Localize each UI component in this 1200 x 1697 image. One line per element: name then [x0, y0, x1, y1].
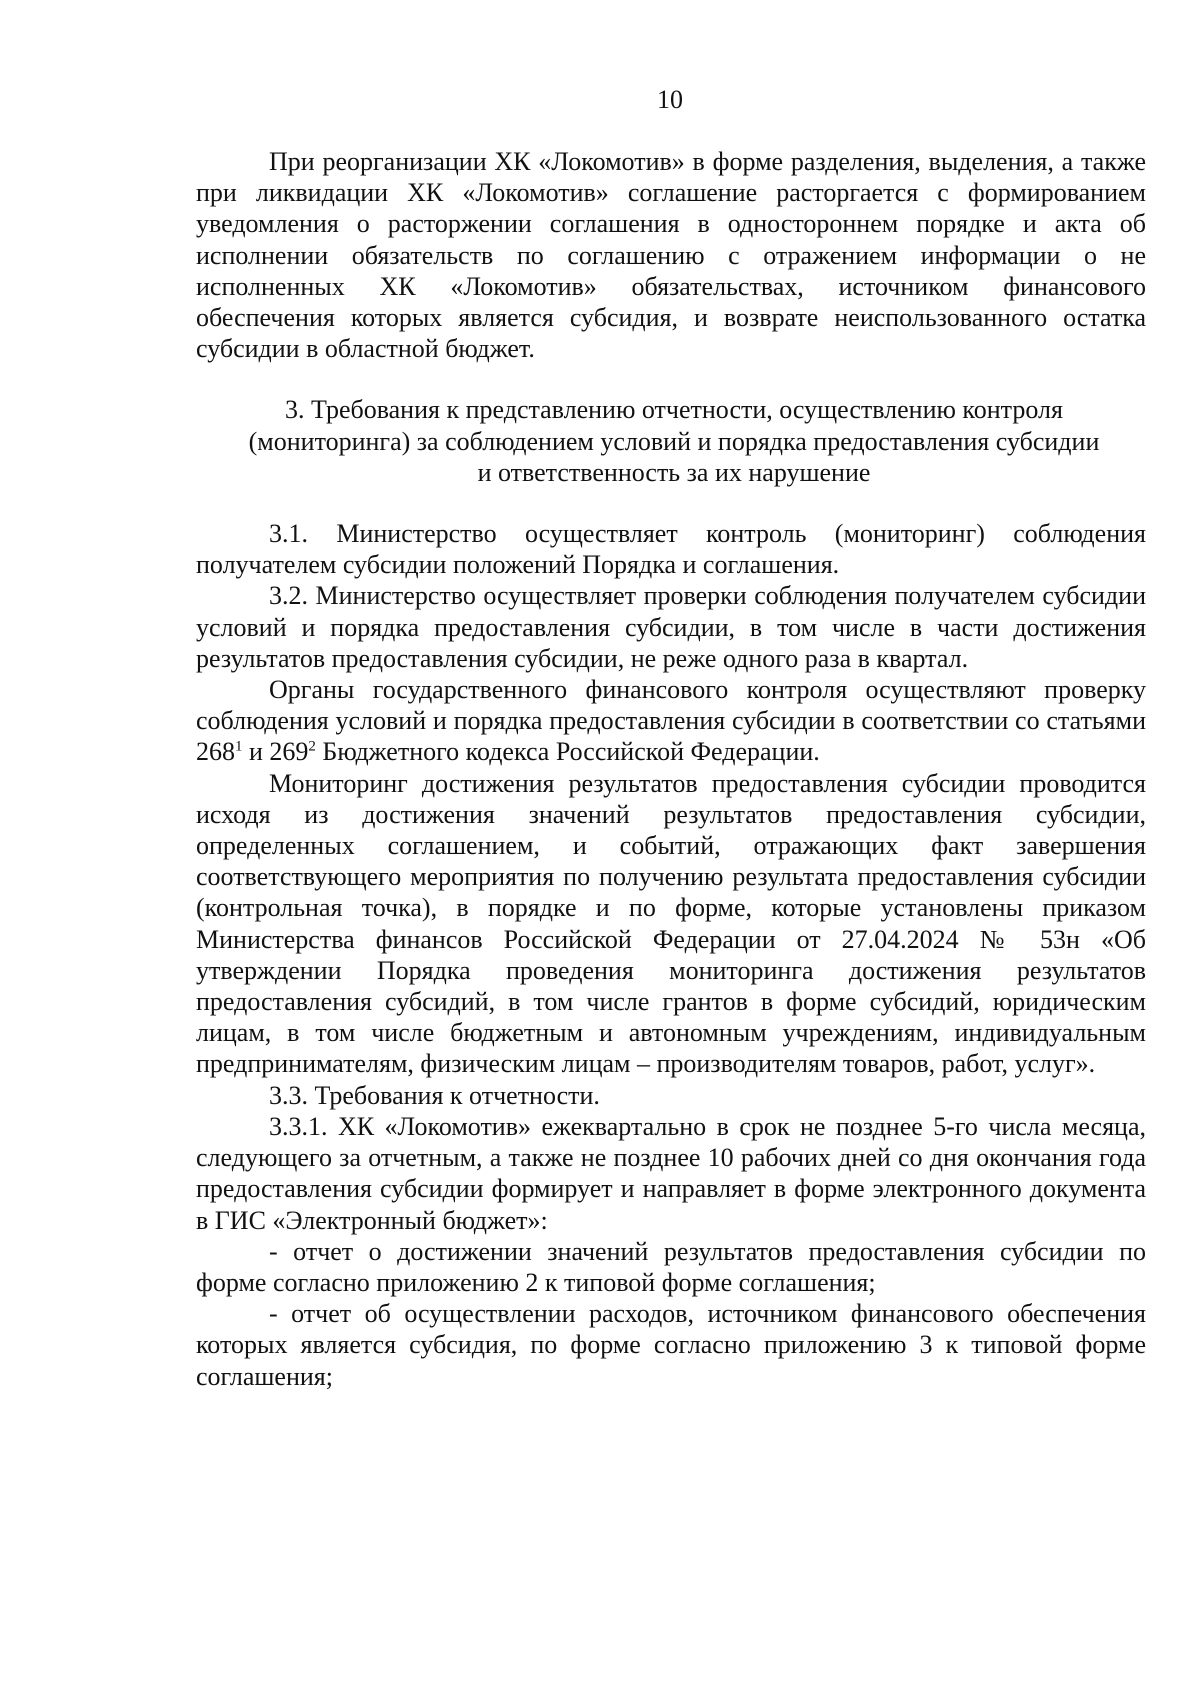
article-superscript-1: 1 [235, 738, 243, 755]
paragraph-3-1: 3.1. Министерство осуществляет контроль (мониторинг) соблюдения получателем субсидии положений Порядка и соглашения. [196, 519, 1146, 580]
section-heading-line-1: 3. Требования к представлению отчетности, осуществлению контроля [285, 395, 1063, 425]
financial-control-text-middle: и 269 [242, 737, 309, 767]
section-heading-line-2: (мониторинга) за соблюдением условий и порядка предоставления субсидии [248, 426, 1100, 456]
list-item-report-results: - отчет о достижении значений результатов предоставления субсидии по форме согласно приложению 2 к типовой форме соглашения; [196, 1236, 1146, 1297]
financial-control-text-end: Бюджетного кодекса Российской Федерации. [315, 737, 820, 767]
paragraph-monitoring: Мониторинг достижения результатов предоставления субсидии проводится исходя из достижения значений результатов предоставления субсидии, определенных соглашением, и событий, отражающих факт завершения соответствующего мероприятия по получению результата предоставления субсидии (контрольная точка), в порядке и по форме, которые установлены приказом Министерства финансов Российской Федерации от 27.04.2024 № 53н «Об утверждении Порядка проведения мониторинга достижения результатов предоставления субсидий, в том числе грантов в форме субсидий, юридическим лицам, в том числе бюджетным и автономным учреждениям, индивидуальным предпринимателям, физическим лицам – производителям товаров, работ, услуг». [196, 768, 1146, 1079]
section-heading-line-3: и ответственность за их нарушение [477, 457, 871, 487]
paragraph-financial-control [196, 674, 1146, 768]
paragraph-3-2: 3.2. Министерство осуществляет проверки соблюдения получателем субсидии условий и порядка предоставления субсидии, в том числе в части достижения результатов предоставления субсидии, не реже одного раза в квартал. [196, 581, 1146, 673]
paragraph-3-3-1: 3.3.1. ХК «Локомотив» ежеквартально в срок не позднее 5-го числа месяца, следующего за отчетным, а также не позднее 10 рабочих дней со дня окончания года предоставления субсидии формирует и направляет в форме электронного документа в ГИС «Электронный бюджет»: [196, 1111, 1146, 1235]
intro-paragraph: При реорганизации ХК «Локомотив» в форме разделения, выделения, а также при ликвидации ХК «Локомотив» соглашение расторгается с формированием уведомления о расторжении соглашения в одностороннем порядке и акта об исполнении обязательств по соглашению с отражением информации о не исполненных ХК «Локомотив» обязательствах, источником финансового обеспечения которых является субсидия, и возврате неиспользованного остатка субсидии в областной бюджет. [196, 147, 1146, 364]
page-number: 10 [657, 85, 683, 114]
article-superscript-2: 2 [308, 738, 316, 755]
document-body [196, 146, 1146, 1392]
financial-control-text-start: Органы государственного финансового контроля осуществляют проверку соблюдения условий и порядка предоставления субсидии в соответствии со статьями 268 [196, 675, 1146, 767]
spacer [196, 488, 1146, 518]
section-heading [196, 394, 1146, 488]
paragraph-3-3: 3.3. Требования к отчетности. [269, 1080, 600, 1110]
spacer [196, 364, 1146, 394]
list-item-report-expenses: - отчет об осуществлении расходов, источником финансового обеспечения которых является субсидия, по форме согласно приложению 3 к типовой форме соглашения; [196, 1299, 1146, 1391]
